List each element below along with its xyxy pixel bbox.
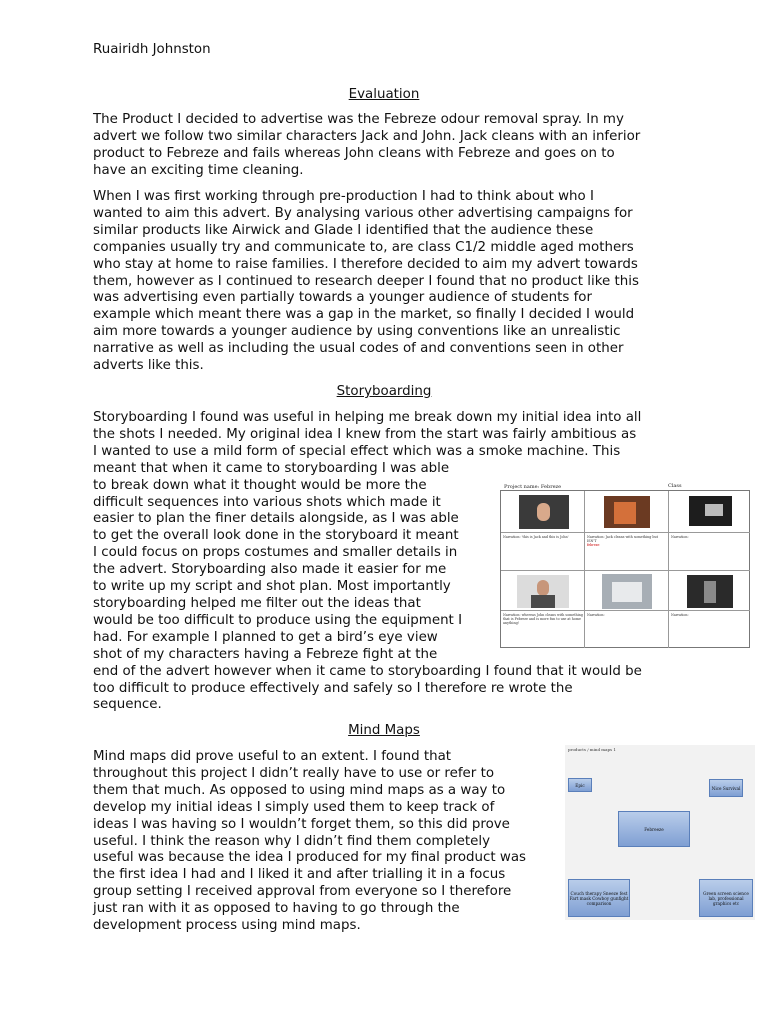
storyboard-cell: [501, 571, 585, 611]
text-line: I could focus on props costumes and smaller details in: [93, 545, 458, 561]
storyboard-frame: [602, 574, 652, 609]
text-line: meant that when it came to storyboarding I was able: [93, 460, 450, 476]
text-line: advert we follow two similar characters Jack and John. Jack cleans with an inferior: [93, 128, 641, 144]
text-line: easier to plan the finer details alongside, as I was able: [93, 511, 459, 527]
evaluation-heading: Evaluation: [348, 87, 420, 102]
text-line: narrative as well as including the usual codes of and conventions seen in other: [93, 341, 624, 357]
text-line: throughout this project I didn’t really have to use or refer to: [93, 765, 495, 781]
text-line: The Product I decided to advertise was the Febreze odour removal spray. In my: [93, 112, 624, 127]
text-line: When I was first working through pre-production I had to think about who I: [93, 189, 594, 204]
text-line: I wanted to use a mild form of special effect which was a smoke machine. This: [93, 443, 621, 459]
evaluation-paragraph-1: [93, 112, 640, 180]
text-line: had. For example I planned to get a bird’s eye view: [93, 629, 438, 645]
storyboard-cell: [585, 571, 669, 611]
storyboard-frame: [604, 496, 650, 528]
text-line: to get the overall look done in the storyboard it meant: [93, 528, 459, 544]
storyboard-note: [587, 535, 667, 547]
text-line: the shots I needed. My original idea I knew from the start was fairly ambitious as: [93, 426, 637, 442]
storyboard-note: Narration:: [671, 535, 689, 539]
text-line: the first idea I had and I liked it and after trialling it in a focus: [93, 867, 506, 883]
author-name: Ruairidh Johnston: [93, 42, 211, 57]
text-line: storyboarding helped me filter out the ideas that: [93, 595, 421, 611]
storyboard-cell: [501, 491, 585, 533]
mind-map-node-survival: Nice Survival: [709, 779, 743, 797]
text-line: was advertising even partially towards a younger audience of students for: [93, 290, 592, 306]
storyboard-frame: [519, 495, 569, 529]
storyboard-note-mark: febreze: [587, 543, 600, 547]
text-line: the advert. Storyboarding also made it easier for me: [93, 562, 447, 578]
text-line: useful. I think the reason why I didn’t find them completely: [93, 833, 491, 849]
text-line: product to Febreze and fails whereas John cleans with Febreze and goes on to: [93, 145, 615, 161]
text-line: too difficult to produce effectively and safely so I therefore re wrote the: [93, 680, 573, 696]
mind-map-node-couch-therapy: Couch therapy Sneeze fest Fart mask Cowboy gunfight comparison: [568, 879, 630, 917]
mind-map-title: products / mind maps 1: [568, 747, 616, 752]
storyboard-grid: [500, 490, 750, 648]
storyboard-note: Narration: whereas John cleans with something that is Febreze and is more fun to use at home anything!: [503, 613, 583, 625]
text-line: who stay at home to raise families. I therefore decided to aim my advert towards: [93, 256, 638, 272]
storyboard-note: Narration: 'this is Jack and this is John': [503, 535, 569, 539]
text-line: development process using mind maps.: [93, 918, 361, 934]
storyboard-cell: [669, 491, 750, 533]
text-line: them that much. As opposed to using mind maps as a way to: [93, 782, 506, 798]
mind-maps-heading: Mind Maps: [348, 723, 420, 738]
text-line: to write up my script and shot plan. Most importantly: [93, 579, 451, 595]
text-line: have an exciting time cleaning.: [93, 162, 304, 178]
text-line: would be too difficult to produce using the equipment I: [93, 612, 463, 628]
text-line: sequence.: [93, 697, 162, 713]
text-line: example which meant there was a gap in the market, so finally I decided I would: [93, 307, 635, 323]
storyboard-note-text: Narration: Jack cleans with something but ISN'T: [587, 535, 658, 543]
text-line: develop my initial ideas I simply used them to keep track of: [93, 799, 495, 815]
storyboarding-heading: Storyboarding: [336, 384, 432, 399]
storyboard-image: [500, 481, 750, 649]
storyboard-note: Narration:: [671, 613, 689, 617]
mind-maps-paragraph: [93, 749, 526, 935]
storyboard-frame: [689, 496, 732, 526]
text-line: just ran with it as opposed to having to go through the: [93, 901, 460, 917]
storyboard-cell: [585, 491, 669, 533]
storyboard-note-cell: [501, 611, 585, 648]
text-line: useful was because the idea I produced for my final product was: [93, 850, 527, 866]
mind-map-node-epic: Epic: [568, 778, 592, 792]
storyboard-note-cell: [501, 533, 585, 571]
text-line: Storyboarding I found was useful in helping me break down my initial idea into all: [93, 410, 642, 425]
text-line: group setting I received approval from everyone so I therefore: [93, 884, 512, 900]
text-line: companies usually try and communicate to, are class C1/2 middle aged mothers: [93, 239, 634, 255]
text-line: to break down what it thought would be more the: [93, 477, 427, 493]
text-line: Mind maps did prove useful to an extent. I found that: [93, 749, 452, 764]
text-line: shot of my characters having a Febreze fight at the: [93, 646, 438, 662]
evaluation-paragraph-2: [93, 189, 639, 375]
storyboard-class-label: Class: [668, 483, 682, 489]
storyboard-note-cell: [669, 533, 750, 571]
storyboard-note-cell: [585, 611, 669, 648]
text-line: them, however as I continued to research deeper I found that no product like this: [93, 273, 639, 289]
text-line: aim more towards a younger audience by using conventions like an unrealistic: [93, 324, 621, 340]
storyboard-cell: [669, 571, 750, 611]
text-line: similar products like Airwick and Glade I identified that the audience these: [93, 222, 594, 238]
text-line: end of the advert however when it came to storyboarding I found that it would be: [93, 663, 642, 679]
storyboard-project-name: Project name: Febreze: [504, 484, 562, 490]
mind-map-node-green-screen: Green screen science lab, professional graphics etc: [699, 879, 753, 917]
mind-map-image: [565, 745, 755, 920]
text-line: ideas I was having so I wouldn’t forget them, so this did prove: [93, 816, 510, 832]
text-line: adverts like this.: [93, 358, 204, 374]
storyboard-frame: [687, 575, 733, 608]
storyboard-frame: [517, 575, 569, 608]
storyboard-note-cell: [585, 533, 669, 571]
text-line: wanted to aim this advert. By analysing various other advertising campaigns for: [93, 205, 633, 221]
text-line: difficult sequences into various shots which made it: [93, 494, 441, 510]
mind-map-node-center: Febreeze: [618, 811, 690, 847]
storyboard-note-cell: [669, 611, 750, 648]
storyboard-note: Narration:: [587, 613, 605, 617]
